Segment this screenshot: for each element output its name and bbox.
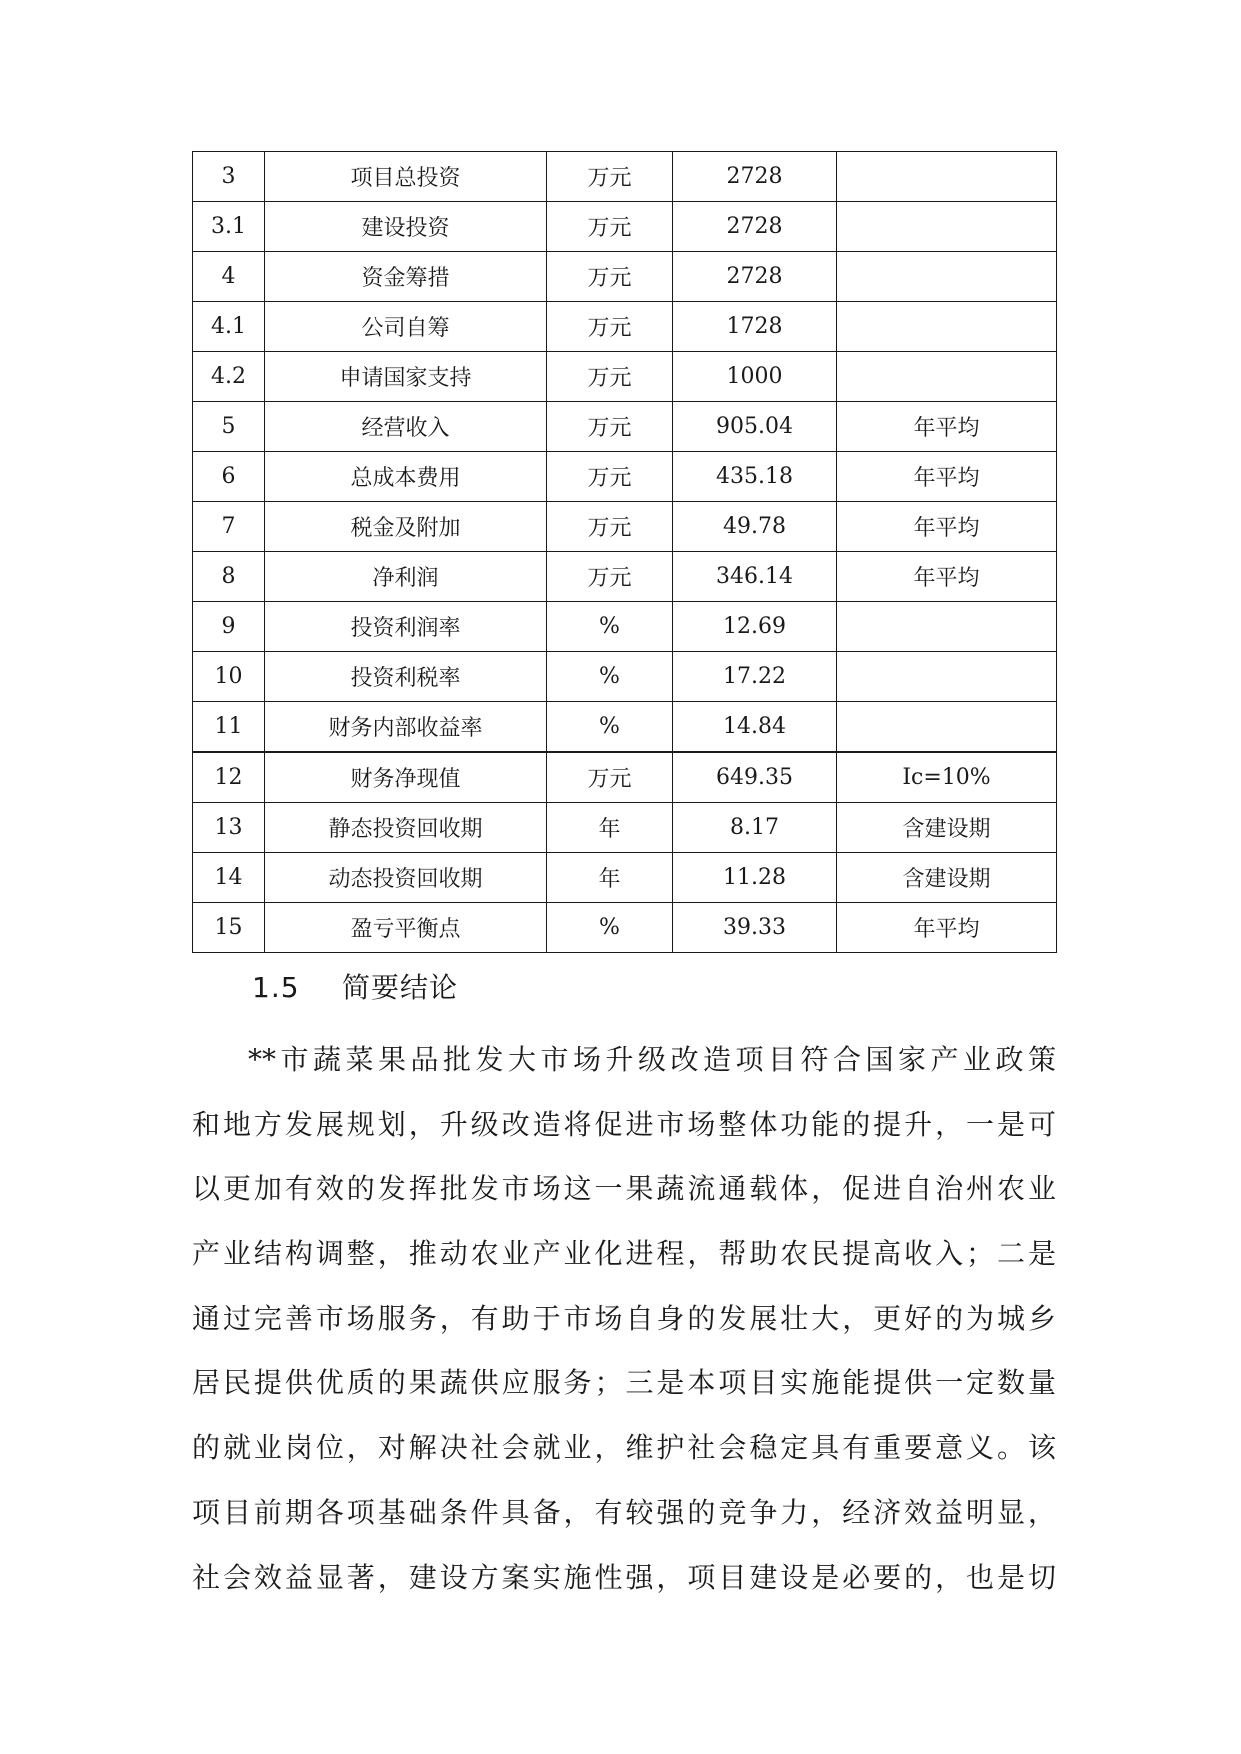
row-item-name: 公司自筹 [265, 302, 547, 352]
table-row [193, 302, 1057, 352]
row-number: 8 [193, 552, 265, 602]
row-item-name: 资金筹措 [265, 252, 547, 302]
row-number: 15 [193, 903, 265, 953]
row-note [837, 602, 1057, 652]
row-item-name: 静态投资回收期 [265, 803, 547, 853]
row-value: 49.78 [673, 502, 837, 552]
row-note: 年平均 [837, 402, 1057, 452]
row-value: 8.17 [673, 803, 837, 853]
row-value: 649.35 [673, 752, 837, 803]
row-value: 1000 [673, 352, 837, 402]
row-item-name: 财务净现值 [265, 752, 547, 803]
table-row [193, 752, 1057, 803]
row-unit: 万元 [547, 302, 673, 352]
row-value: 435.18 [673, 452, 837, 502]
row-note: 含建设期 [837, 803, 1057, 853]
row-value: 346.14 [673, 552, 837, 602]
table-row [193, 652, 1057, 702]
paragraph-line: 通过完善市场服务，有助于市场自身的发展壮大，更好的为城乡 [192, 1301, 1056, 1335]
row-value: 11.28 [673, 853, 837, 903]
row-unit: % [547, 702, 673, 753]
row-unit: % [547, 602, 673, 652]
section-title: 简要结论 [342, 971, 459, 1004]
row-number: 3.1 [193, 202, 265, 252]
row-note: 年平均 [837, 903, 1057, 953]
row-number: 10 [193, 652, 265, 702]
row-item-name: 项目总投资 [265, 152, 547, 202]
row-item-name: 投资利税率 [265, 652, 547, 702]
row-number: 14 [193, 853, 265, 903]
section-number: 1.5 [252, 971, 300, 1004]
row-note [837, 202, 1057, 252]
row-item-name: 建设投资 [265, 202, 547, 252]
row-number: 6 [193, 452, 265, 502]
paragraph-line: 居民提供优质的果蔬供应服务；三是本项目实施能提供一定数量 [192, 1366, 1056, 1400]
table-row [193, 402, 1057, 452]
row-note [837, 302, 1057, 352]
row-number: 4.1 [193, 302, 265, 352]
row-unit: 年 [547, 803, 673, 853]
section-heading [252, 966, 458, 1006]
table-row [193, 602, 1057, 652]
paragraph-line: 以更加有效的发挥批发市场这一果蔬流通载体，促进自治州农业 [192, 1172, 1056, 1206]
row-note: 年平均 [837, 452, 1057, 502]
row-number: 13 [193, 803, 265, 853]
table-row [193, 252, 1057, 302]
paragraph-line: 项目前期各项基础条件具备，有较强的竞争力，经济效益明显， [192, 1495, 1056, 1529]
row-note: 年平均 [837, 502, 1057, 552]
row-value: 2728 [673, 152, 837, 202]
paragraph-line: 社会效益显著，建设方案实施性强，项目建设是必要的，也是切 [192, 1560, 1056, 1594]
row-item-name: 财务内部收益率 [265, 702, 547, 753]
paragraph-line: **市蔬菜果品批发大市场升级改造项目符合国家产业政策 [248, 1043, 1056, 1076]
conclusion-paragraph [192, 1028, 1056, 1610]
table-row [193, 152, 1057, 202]
row-unit: 万元 [547, 152, 673, 202]
row-value: 1728 [673, 302, 837, 352]
row-number: 4.2 [193, 352, 265, 402]
row-item-name: 总成本费用 [265, 452, 547, 502]
table-row [193, 803, 1057, 853]
economic-indicators-table [192, 151, 1057, 953]
row-note [837, 352, 1057, 402]
row-value: 12.69 [673, 602, 837, 652]
row-unit: 万元 [547, 752, 673, 803]
row-note [837, 702, 1057, 753]
row-value: 2728 [673, 252, 837, 302]
table-row [193, 552, 1057, 602]
table-row [193, 502, 1057, 552]
paragraph-line: 和地方发展规划，升级改造将促进市场整体功能的提升，一是可 [192, 1107, 1056, 1141]
row-item-name: 动态投资回收期 [265, 853, 547, 903]
row-number: 5 [193, 402, 265, 452]
row-unit: 万元 [547, 552, 673, 602]
table-row [193, 903, 1057, 953]
row-value: 17.22 [673, 652, 837, 702]
row-note: 年平均 [837, 552, 1057, 602]
row-unit: 万元 [547, 502, 673, 552]
row-unit: 万元 [547, 352, 673, 402]
row-item-name: 申请国家支持 [265, 352, 547, 402]
row-value: 39.33 [673, 903, 837, 953]
row-unit: 万元 [547, 252, 673, 302]
row-item-name: 经营收入 [265, 402, 547, 452]
row-number: 4 [193, 252, 265, 302]
row-number: 9 [193, 602, 265, 652]
table-row [193, 352, 1057, 402]
row-unit: 万元 [547, 202, 673, 252]
row-unit: % [547, 652, 673, 702]
row-unit: % [547, 903, 673, 953]
row-value: 905.04 [673, 402, 837, 452]
row-unit: 年 [547, 853, 673, 903]
paragraph-line: 的就业岗位，对解决社会就业，维护社会稳定具有重要意义。该 [192, 1431, 1056, 1465]
table-row [193, 452, 1057, 502]
row-unit: 万元 [547, 402, 673, 452]
row-note [837, 152, 1057, 202]
row-number: 11 [193, 702, 265, 753]
row-unit: 万元 [547, 452, 673, 502]
paragraph-line: 产业结构调整，推动农业产业化进程，帮助农民提高收入；二是 [192, 1237, 1056, 1271]
row-number: 7 [193, 502, 265, 552]
table-row [193, 702, 1057, 753]
row-item-name: 盈亏平衡点 [265, 903, 547, 953]
row-value: 14.84 [673, 702, 837, 753]
row-item-name: 税金及附加 [265, 502, 547, 552]
row-value: 2728 [673, 202, 837, 252]
row-note [837, 652, 1057, 702]
row-number: 12 [193, 752, 265, 803]
row-note: Ic=10% [837, 752, 1057, 803]
table-body [193, 152, 1057, 953]
row-note [837, 252, 1057, 302]
row-item-name: 净利润 [265, 552, 547, 602]
row-item-name: 投资利润率 [265, 602, 547, 652]
table-row [193, 853, 1057, 903]
table-row [193, 202, 1057, 252]
row-note: 含建设期 [837, 853, 1057, 903]
row-number: 3 [193, 152, 265, 202]
